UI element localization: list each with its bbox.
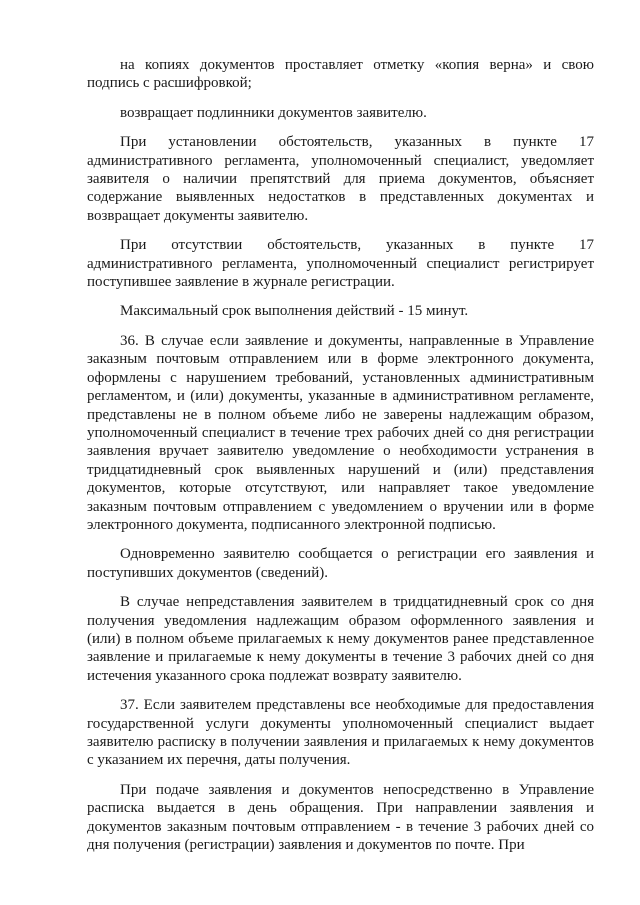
paragraph-return-originals: возвращает подлинники документов заявителю. <box>120 104 427 121</box>
paragraph-non-submission: В случае непредставления заявителем в тридцатидневный срок со дня получения уведомления надлежащим образом оформленного заявления и (или) в полном объеме прилагаемых к нему документов ранее представленное заявление и прилагаемые к нему документы в течение 3 рабочих дней со дня истечения указанного срока подлежат возврату заявителю. <box>87 594 594 684</box>
paragraph-copy-marking: на копиях документов проставляет отметку «копия верна» и свою подпись с расшифровкой; <box>87 57 594 92</box>
paragraph-clause-37: 37. Если заявителем представлены все необходимые для предоставления государственной услуги документы уполномоченный специалист выдает заявителю расписку в получении заявления и прилагаемых к нему документов с указанием их перечня, даты получения. <box>87 697 594 769</box>
paragraph-max-time: Максимальный срок выполнения действий - 15 минут. <box>120 303 469 320</box>
paragraph-registration-notice: Одновременно заявителю сообщается о регистрации его заявления и поступивших документов (сведений). <box>87 546 594 581</box>
paragraph-no-obstacles: При отсутствии обстоятельств, указанных в пункте 17 административного регламента, уполномоченный специалист регистрирует поступившее заявление в журнале регистрации. <box>87 237 594 291</box>
paragraph-receipt-issuance: При подаче заявления и документов непосредственно в Управление расписка выдается в день обращения. При направлении заявления и документов заказным почтовым отправлением - в течение 3 рабочих дней со дня получения (регистрации) заявления и документов по почте. При <box>87 781 594 854</box>
paragraph-obstacles-found: При установлении обстоятельств, указанных в пункте 17 административного регламента, уполномоченный специалист, уведомляет заявителя о наличии препятствий для приема документов, объясняет содержание выявленных недостатков в представленных документах и возвращает документы заявителю. <box>87 134 594 224</box>
paragraph-clause-36: 36. В случае если заявление и документы, направленные в Управление заказным почтовым отправлением или в форме электронного документа, оформлены с нарушением требований, установленных административным регламентом, и (или) документы, указанные в административном регламенте, представлены не в полном объеме либо не заверены надлежащим образом, уполномоченный специалист в течение трех рабочих дней со дня регистрации заявления вручает заявителю уведомление о необходимости устранения в тридцатидневный срок выявленных нарушений и (или) представления документов, которые отсутствуют, или направляет такое уведомление заказным почтовым отправлением с уведомлением о вручении или в форме электронного документа, подписанного электронной подписью. <box>87 332 594 533</box>
document-body <box>87 56 594 865</box>
